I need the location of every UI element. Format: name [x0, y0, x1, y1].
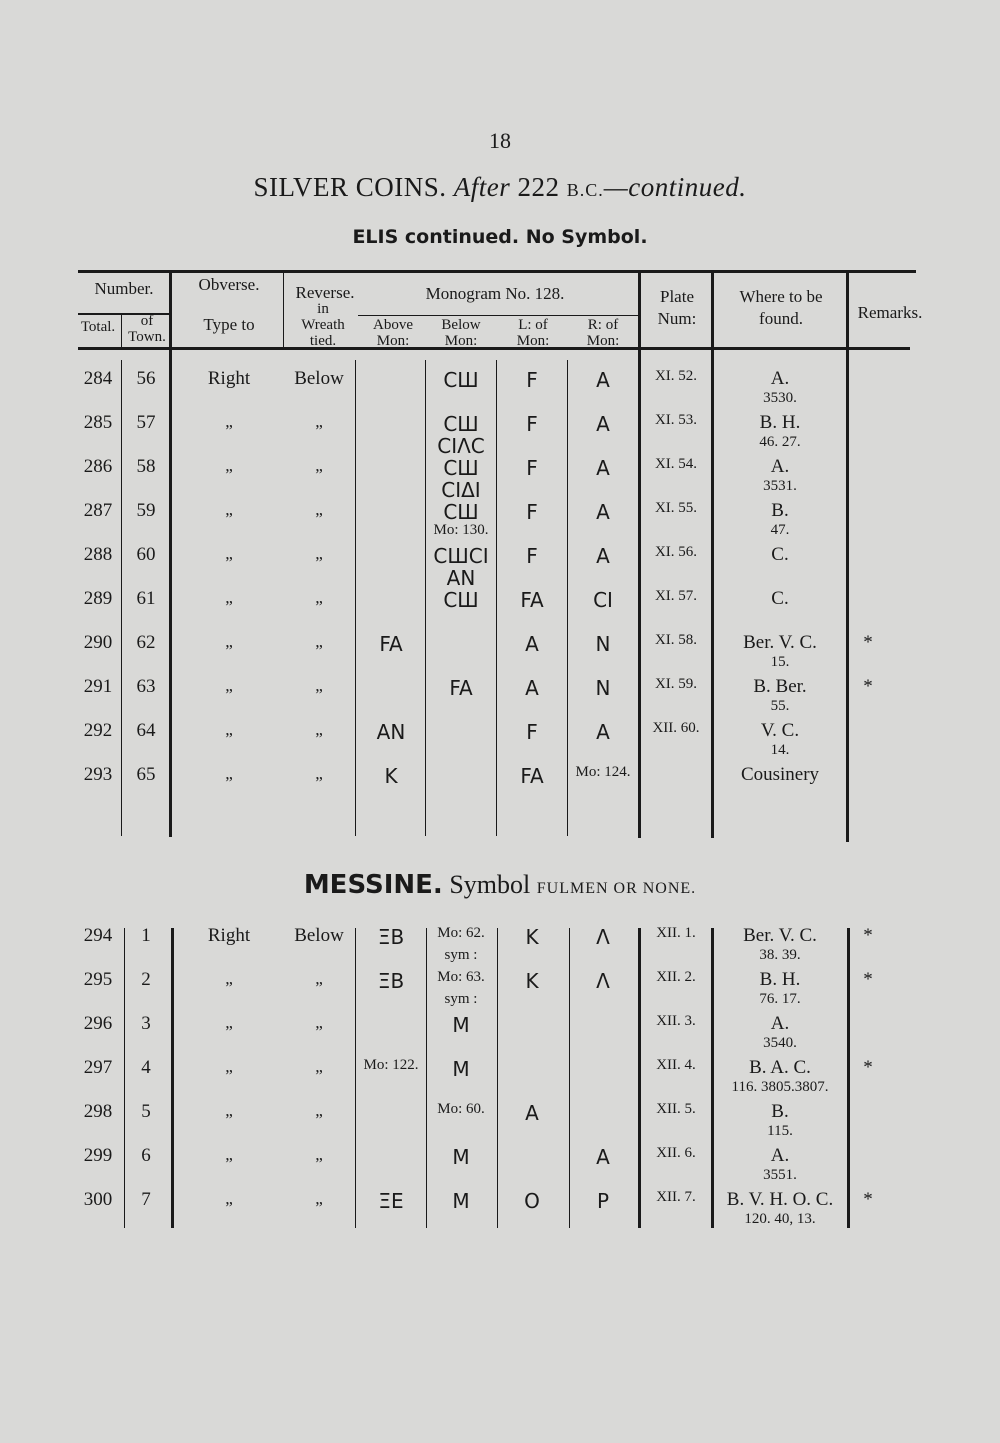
vrule-town-header [121, 315, 122, 347]
cell-total: 286 [83, 456, 113, 477]
cell-type: Right [207, 925, 251, 946]
cell-remark: * [863, 632, 873, 653]
cell-r: Λ [596, 925, 610, 949]
cell-r: A [596, 500, 610, 524]
header-reverse: Reverse. [295, 283, 355, 302]
cell-total: 292 [83, 720, 113, 741]
cell-town: 56 [136, 368, 156, 389]
cell-where1: B. H. [759, 412, 801, 433]
cell-l: F [526, 500, 538, 524]
header-left-line1: L: of [518, 317, 548, 333]
cell-below: CШ [443, 412, 479, 436]
cell-remark: * [863, 676, 873, 697]
cell-below-line2: sym : [444, 991, 478, 1007]
cell-town: 60 [136, 544, 156, 565]
cell-total: 298 [83, 1101, 113, 1122]
cell-plate: XII. 1. [656, 925, 696, 941]
cell-plate: XI. 56. [654, 544, 698, 560]
cell-town: 58 [136, 456, 156, 477]
cell-where-line2: 116. 3805.3807. [731, 1079, 829, 1095]
cell-total: 287 [83, 500, 113, 521]
title-year: 222 [517, 172, 560, 202]
cell-total: 284 [83, 368, 113, 389]
cell-wreath: „ [315, 1013, 323, 1032]
cell-above: Mo: 122. [363, 1057, 419, 1073]
cell-where1: Ber. V. C. [743, 925, 817, 946]
cell-below: CШ [443, 456, 479, 480]
section-subtitle: ELIS continued. No Symbol. [352, 226, 648, 248]
cell-l: F [526, 368, 538, 392]
cell-type: „ [225, 500, 233, 519]
cell-r: Mo: 124. [575, 764, 631, 780]
cell-wreath: „ [315, 1101, 323, 1120]
cell-wreath: „ [315, 676, 323, 695]
cell-town: 57 [136, 412, 156, 433]
cell-total: 293 [83, 764, 113, 785]
cell-l: FA [520, 764, 544, 788]
cell-type: „ [225, 720, 233, 739]
cell-wreath: „ [315, 412, 323, 431]
messine-heading [0, 870, 1000, 900]
cell-wreath: „ [315, 1057, 323, 1076]
cell-r: A [596, 412, 610, 436]
cell-l: K [525, 925, 539, 949]
header-where-line1: Where to be [739, 287, 823, 306]
cell-remark: * [863, 925, 873, 946]
cell-below: M [452, 1013, 470, 1037]
cell-town: 61 [136, 588, 156, 609]
cell-type: „ [225, 544, 233, 563]
cell-remark: * [863, 1057, 873, 1078]
header-of-town [124, 314, 170, 346]
cell-l: A [525, 632, 539, 656]
cell-wreath: „ [315, 544, 323, 563]
cell-below: M [452, 1189, 470, 1213]
cell-below: CШCI [433, 544, 489, 568]
cell-below: M [452, 1145, 470, 1169]
cell-r: A [596, 368, 610, 392]
title-continued: —continued. [603, 172, 747, 202]
cell-where-line2: 115. [767, 1123, 793, 1139]
page-number: 18 [489, 128, 511, 153]
header-bottom-rule [78, 347, 910, 350]
title-main: SILVER COINS. [253, 172, 447, 202]
header-below-line1: Below [441, 317, 481, 333]
header-top-rule [78, 270, 916, 273]
cell-remark: * [863, 969, 873, 990]
cell-where1: B. [771, 1101, 789, 1122]
vrule-where-right [846, 272, 849, 842]
cell-below-line2: CIΛC [437, 434, 485, 458]
cell-where-line2: 120. 40, 13. [744, 1211, 816, 1227]
cell-town: 7 [141, 1189, 151, 1210]
cell-above: ΞB [377, 925, 405, 949]
cell-where1: B. V. H. O. C. [726, 1189, 834, 1210]
cell-type: „ [225, 456, 233, 475]
cell-wreath: „ [315, 500, 323, 519]
cell-where-line2: 3551. [763, 1167, 797, 1183]
header-plate [642, 288, 712, 328]
cell-plate: XI. 55. [654, 500, 698, 516]
header-above-mon [360, 318, 426, 350]
header-wreath-word: Wreath [301, 316, 345, 333]
cell-below: FA [449, 676, 473, 700]
page-title [0, 172, 1000, 203]
cell-above: ΞE [378, 1189, 404, 1213]
header-above-line1: Above [373, 317, 413, 333]
cell-plate: XI. 53. [654, 412, 698, 428]
cell-r: Λ [596, 969, 610, 993]
cell-where-line2: 38. 39. [759, 947, 801, 963]
cell-where-line2: 14. [770, 742, 790, 758]
cell-plate: XII. 60. [652, 720, 700, 736]
cell-where-line2: 76. 17. [759, 991, 801, 1007]
cell-type: „ [225, 1189, 233, 1208]
header-obverse: Obverse. [198, 275, 260, 294]
cell-l: A [525, 1101, 539, 1125]
cell-plate: XII. 3. [656, 1013, 696, 1029]
cell-l: F [526, 456, 538, 480]
cell-where1: C. [771, 588, 789, 609]
cell-r: N [595, 632, 611, 656]
header-below-mon [428, 318, 494, 350]
cell-type: „ [225, 676, 233, 695]
cell-total: 291 [83, 676, 113, 697]
cell-below-line2: CIΔI [441, 478, 481, 502]
header-total: Total. [80, 319, 116, 335]
cell-l: K [525, 969, 539, 993]
cell-type: „ [225, 764, 233, 783]
cell-total: 289 [83, 588, 113, 609]
messine-symbol-rest: FULMEN OR NONE. [536, 880, 697, 897]
cell-plate: XII. 2. [656, 969, 696, 985]
cell-below: Mo: 60. [437, 1101, 485, 1117]
cell-where1: B. A. C. [749, 1057, 811, 1078]
cell-plate: XI. 52. [654, 368, 698, 384]
header-right-line1: R: of [587, 317, 619, 333]
header-monogram: Monogram No. 128. [425, 284, 565, 303]
cell-town: 4 [141, 1057, 151, 1078]
cell-town: 1 [141, 925, 151, 946]
cell-where-line2: 46. 27. [759, 434, 801, 450]
cell-below: CШ [443, 588, 479, 612]
cell-l: F [526, 544, 538, 568]
header-where [714, 288, 848, 328]
monogram-sub-rule [358, 315, 638, 316]
cell-above: AN [376, 720, 406, 744]
messine-name: MESSINE. [303, 870, 443, 900]
cell-below: CШ [443, 500, 479, 524]
cell-r: N [595, 676, 611, 700]
vrule-obverse [283, 272, 284, 350]
cell-r: A [596, 1145, 610, 1169]
header-tied: tied. [309, 332, 337, 349]
cell-remark: * [863, 1189, 873, 1210]
cell-wreath: „ [315, 720, 323, 739]
cell-town: 64 [136, 720, 156, 741]
cell-where1: C. [771, 544, 789, 565]
m-vrule-number [171, 928, 174, 1228]
cell-type: „ [225, 1013, 233, 1032]
cell-where1: B. [771, 500, 789, 521]
cell-plate: XI. 54. [654, 456, 698, 472]
cell-where-line2: 55. [770, 698, 790, 714]
cell-type: „ [225, 1145, 233, 1164]
cell-below-line2: sym : [444, 947, 478, 963]
cell-l: F [526, 412, 538, 436]
header-left-mon [500, 318, 566, 350]
cell-wreath: „ [315, 1189, 323, 1208]
cell-where1: B. Ber. [753, 676, 807, 697]
header-remarks: Remarks. [857, 303, 923, 322]
cell-plate: XII. 7. [656, 1189, 696, 1205]
cell-total: 299 [83, 1145, 113, 1166]
cell-above: FA [379, 632, 403, 656]
cell-below: Mo: 62. [437, 925, 485, 941]
header-plate-line2: Num: [657, 308, 697, 328]
cell-plate: XII. 6. [656, 1145, 696, 1161]
title-bc: B.C. [566, 180, 604, 200]
header-of-town-line2: Town. [128, 328, 166, 345]
cell-r: P [596, 1189, 610, 1213]
header-in: in [317, 301, 329, 317]
cell-wreath: „ [315, 588, 323, 607]
cell-type: „ [225, 1057, 233, 1076]
cell-town: 6 [141, 1145, 151, 1166]
cell-where1: A. [770, 1145, 790, 1166]
cell-total: 296 [83, 1013, 113, 1034]
header-where-line2: found. [759, 308, 803, 328]
cell-type: Right [207, 368, 251, 389]
cell-type: „ [225, 969, 233, 988]
cell-where-line2: 15. [770, 654, 790, 670]
header-type-to: Type to [203, 315, 255, 334]
header-above-line2: Mon: [376, 332, 410, 349]
cell-wreath: Below [294, 925, 344, 946]
cell-wreath: „ [315, 632, 323, 651]
cell-plate: XII. 5. [656, 1101, 696, 1117]
cell-above: ΞB [377, 969, 405, 993]
cell-total: 285 [83, 412, 113, 433]
cell-l: A [525, 676, 539, 700]
cell-where-line2: 3530. [763, 390, 797, 406]
header-below-line2: Mon: [444, 332, 478, 349]
cell-plate: XII. 4. [656, 1057, 696, 1073]
header-wreath [286, 302, 360, 349]
cell-town: 63 [136, 676, 156, 697]
cell-l: F [526, 720, 538, 744]
cell-total: 300 [83, 1189, 113, 1210]
cell-where1: A. [770, 368, 790, 389]
messine-symbol-word: Symbol [449, 870, 531, 899]
cell-where-line2: 3531. [763, 478, 797, 494]
cell-below-line2: Mo: 130. [433, 522, 489, 538]
cell-where1: Cousinery [740, 764, 820, 785]
cell-wreath: „ [315, 764, 323, 783]
cell-town: 65 [136, 764, 156, 785]
cell-below: CШ [443, 368, 479, 392]
cell-where-line2: 47. [770, 522, 790, 538]
cell-type: „ [225, 412, 233, 431]
cell-wreath: Below [294, 368, 344, 389]
header-left-line2: Mon: [516, 332, 550, 349]
header-number: Number. [94, 279, 154, 298]
cell-type: „ [225, 632, 233, 651]
cell-wreath: „ [315, 969, 323, 988]
header-right-line2: Mon: [586, 332, 620, 349]
cell-r: A [596, 456, 610, 480]
cell-where1: B. H. [759, 969, 801, 990]
cell-wreath: „ [315, 456, 323, 475]
cell-town: 59 [136, 500, 156, 521]
cell-l: O [524, 1189, 540, 1213]
cell-total: 297 [83, 1057, 113, 1078]
title-after: After [453, 172, 511, 202]
cell-where1: A. [770, 456, 790, 477]
cell-below: M [452, 1057, 470, 1081]
cell-total: 294 [83, 925, 113, 946]
cell-plate: XI. 59. [654, 676, 698, 692]
cell-where1: V. C. [760, 720, 800, 741]
header-plate-line1: Plate [660, 287, 694, 306]
cell-plate: XI. 58. [654, 632, 698, 648]
cell-wreath: „ [315, 1145, 323, 1164]
cell-town: 3 [141, 1013, 151, 1034]
cell-where1: A. [770, 1013, 790, 1034]
header-of-town-line1: of [140, 313, 154, 329]
cell-below-line2: AN [446, 566, 476, 590]
cell-below: Mo: 63. [437, 969, 485, 985]
cell-town: 62 [136, 632, 156, 653]
cell-where-line2: 3540. [763, 1035, 797, 1051]
cell-r: A [596, 720, 610, 744]
cell-town: 2 [141, 969, 151, 990]
cell-type: „ [225, 1101, 233, 1120]
cell-above: K [384, 764, 398, 788]
cell-total: 295 [83, 969, 113, 990]
cell-where1: Ber. V. C. [743, 632, 817, 653]
cell-l: FA [520, 588, 544, 612]
cell-town: 5 [141, 1101, 151, 1122]
cell-r: CI [593, 588, 613, 612]
cell-r: A [596, 544, 610, 568]
cell-plate: XI. 57. [654, 588, 698, 604]
cell-total: 290 [83, 632, 113, 653]
cell-type: „ [225, 588, 233, 607]
header-right-mon [570, 318, 636, 350]
cell-total: 288 [83, 544, 113, 565]
